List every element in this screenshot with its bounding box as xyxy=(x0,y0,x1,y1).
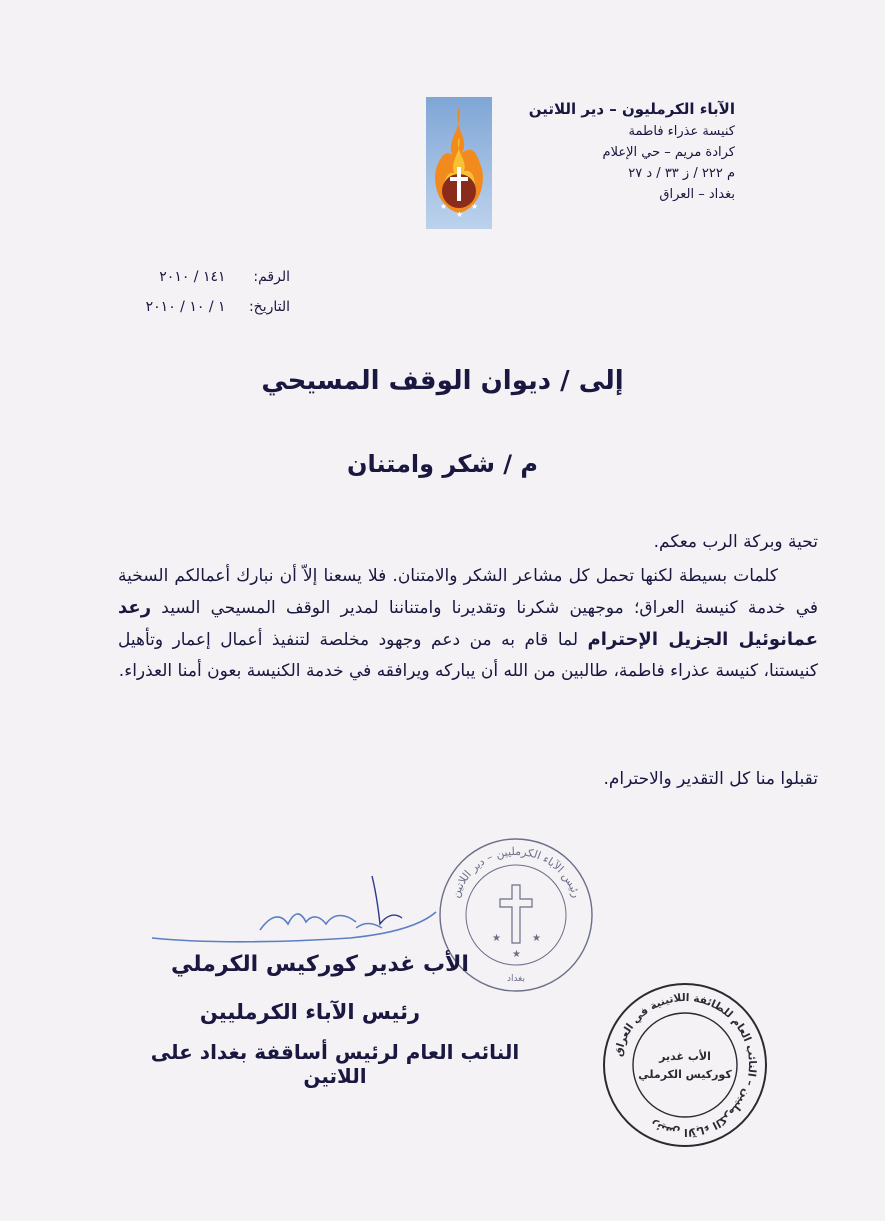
paragraph-text-1: كلمات بسيطة لكنها تحمل كل مشاعر الشكر والامتنان. فلا يسعنا إلاّ أن نبارك أعمالكم السخية في خدمة كنيسة العراق؛ موجهين شكرنا وتقديرنا وامتناننا لمدير الوقف المسيحي السيد xyxy=(118,566,818,618)
svg-text:★: ★ xyxy=(512,949,521,960)
district: كرادة مريم – حي الإعلام xyxy=(602,145,735,160)
svg-text:★: ★ xyxy=(440,202,448,211)
reference-block xyxy=(120,262,290,322)
svg-text:رئيس الآباء الكرمليين – دير ال xyxy=(449,845,583,900)
signatory-title: رئيس الآباء الكرمليين xyxy=(199,1000,421,1024)
stamp1-bottom-text: بغداد xyxy=(506,974,526,984)
org-name: الآباء الكرمليون – دير اللاتين xyxy=(528,100,735,118)
svg-text:★: ★ xyxy=(532,933,541,944)
honoree-name: رعد عمانوئيل الجزيل الإحترام xyxy=(118,597,818,650)
signatory-subtitle: النائب العام لرئيس أساقفة بغداد على اللاتين xyxy=(150,1040,520,1088)
church-name: كنيسة عذراء فاطمة xyxy=(628,124,735,139)
stamp1-ring-text: رئيس الآباء الكرمليين – دير اللاتين xyxy=(448,844,584,900)
paragraph-text-2: لما قام به من دعم وجهود مخلصة لتنفيذ أعمال إعمار وتأهيل كنيستنا، كنيسة عذراء فاطمة، طالبين من الله أن يباركه ويرافقه في خدمة الكنيسة بعون أمنا العذراء. xyxy=(118,630,818,681)
ref-number-label: الرقم: xyxy=(253,269,290,285)
stamp2-ring-text: رئيس الآباء الكرمليين – النائب العام للطائفة اللاتينية في العراق xyxy=(612,991,759,1139)
closing-line: تقبلوا منا كل التقدير والاحترام. xyxy=(603,769,818,789)
stamp2-center-line2: كوركيس الكرملي xyxy=(638,1068,732,1081)
addressee: إلى / ديوان الوقف المسيحي xyxy=(261,366,624,396)
ref-number-value: ١٤١ / ٢٠١٠ xyxy=(159,269,226,285)
letter-paragraph xyxy=(118,561,818,687)
ref-date-label: التاريخ: xyxy=(248,299,290,315)
stamp2-center-line1: الأب غدير xyxy=(659,1050,711,1063)
greeting: تحية وبركة الرب معكم. xyxy=(653,532,818,552)
svg-text:★: ★ xyxy=(471,202,479,211)
city: بغداد – العراق xyxy=(659,187,735,202)
handwritten-signature xyxy=(150,872,440,950)
ref-date-value: ١ / ١٠ / ٢٠١٠ xyxy=(145,299,226,315)
letterhead xyxy=(475,100,735,208)
subject-line: م / شكر وامتنان xyxy=(346,450,538,478)
carmelite-flame-logo-icon xyxy=(426,97,492,229)
official-stamp xyxy=(600,980,770,1150)
svg-text:★: ★ xyxy=(456,210,464,219)
postal-address: م ٢٢٢ / ز ٣٣ / د ٢٧ xyxy=(628,166,735,181)
ref-date-row xyxy=(120,292,290,322)
svg-text:★: ★ xyxy=(492,933,501,944)
signatory-name: الأب غدير كوركيس الكرملي xyxy=(171,952,469,977)
ref-number-row xyxy=(120,262,290,292)
